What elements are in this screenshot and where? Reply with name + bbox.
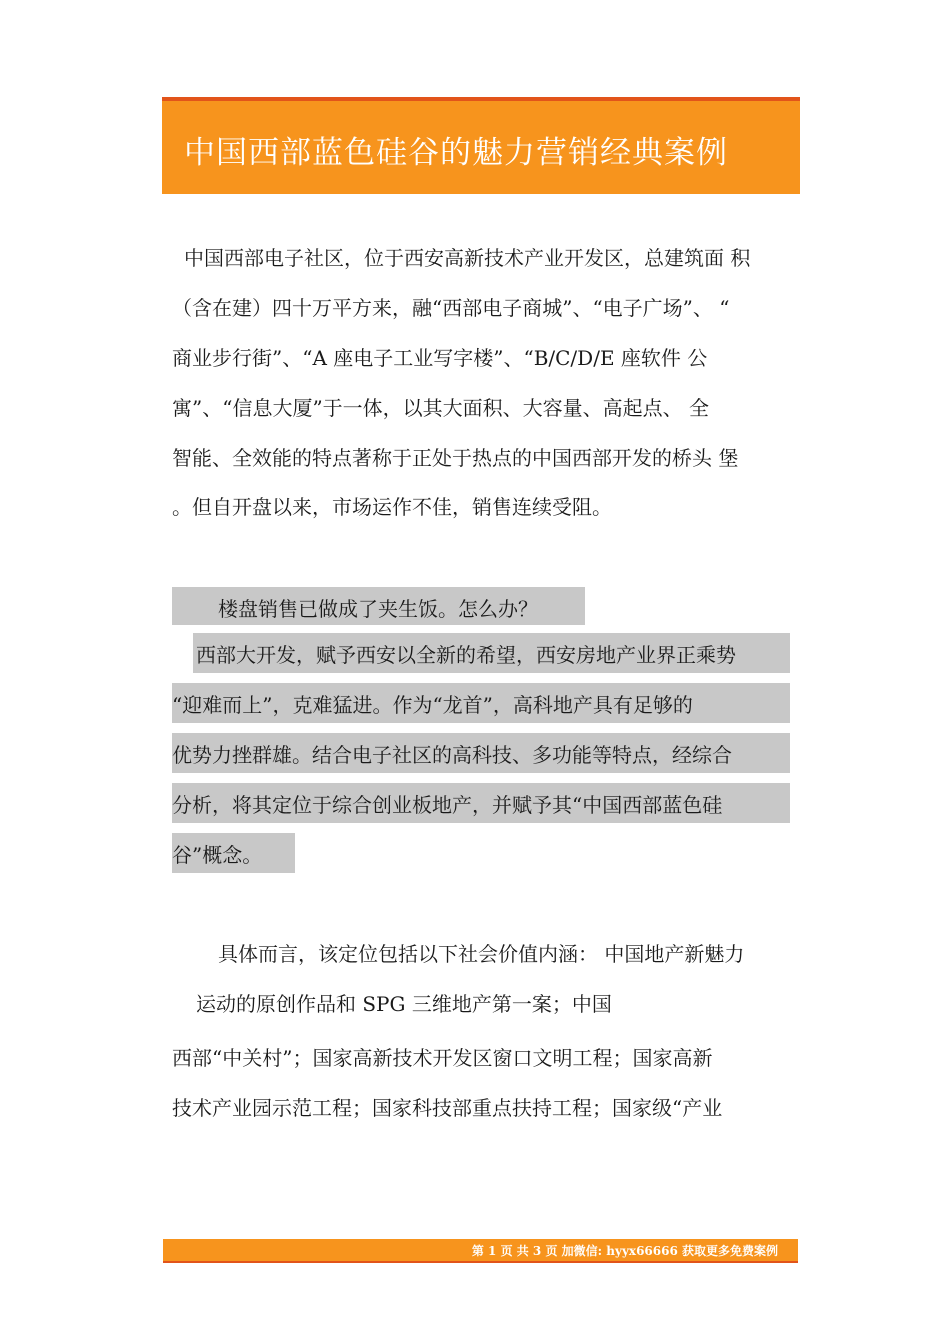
- paragraph1-line: 中国西部电子社区，位于西安高新技术产业开发区，总建筑面 积: [184, 246, 751, 270]
- paragraph3-line: 技术产业园示范工程；国家科技部重点扶持工程；国家级“产业: [172, 1096, 723, 1120]
- paragraph2-line: 分析，将其定位于综合创业板地产，并赋予其“中国西部蓝色硅: [172, 793, 723, 817]
- footer-text: 第 1 页 共 3 页 加微信: hyyx66666 获取更多免费案例: [471, 1244, 778, 1258]
- paragraph3-line: 西部“中关村”；国家高新技术开发区窗口文明工程；国家高新: [172, 1046, 713, 1070]
- paragraph3-line: 具体而言，该定位包括以下社会价值内涵： 中国地产新魅力: [218, 942, 745, 966]
- paragraph1-line: 商业步行街”、“A 座电子工业写字楼”、“B/C/D/E 座软件 公: [172, 346, 708, 370]
- paragraph1-line: 。但自开盘以来，市场运作不佳，销售连续受阻。: [172, 495, 612, 519]
- paragraph1-line: 寓”、“信息大厦”于一体，以其大面积、大容量、高起点、 全: [172, 396, 710, 420]
- paragraph2-line: 优势力挫群雄。结合电子社区的高科技、多功能等特点，经综合: [172, 743, 732, 767]
- paragraph1-line: 智能、全效能的特点著称于正处于热点的中国西部开发的桥头 堡: [172, 446, 739, 470]
- question-text: 楼盘销售已做成了夹生饭。怎么办？: [218, 597, 538, 621]
- paragraph2-line: 西部大开发，赋予西安以全新的希望，西安房地产业界正乘势: [196, 643, 736, 667]
- title-banner: [162, 97, 800, 194]
- paragraph1-line: （含在建）四十万平方来，融“西部电子商城”、“电子广场”、 “: [172, 296, 730, 320]
- paragraph2-line: “迎难而上”，克难猛进。作为“龙首”，高科地产具有足够的: [172, 693, 693, 717]
- document-title: 中国西部蓝色硅谷的魅力营销经典案例: [184, 135, 728, 171]
- page-footer: [163, 1239, 798, 1263]
- paragraph3-line: 运动的原创作品和 SPG 三维地产第一案；中国: [196, 992, 612, 1016]
- paragraph2-line: 谷”概念。: [172, 843, 263, 867]
